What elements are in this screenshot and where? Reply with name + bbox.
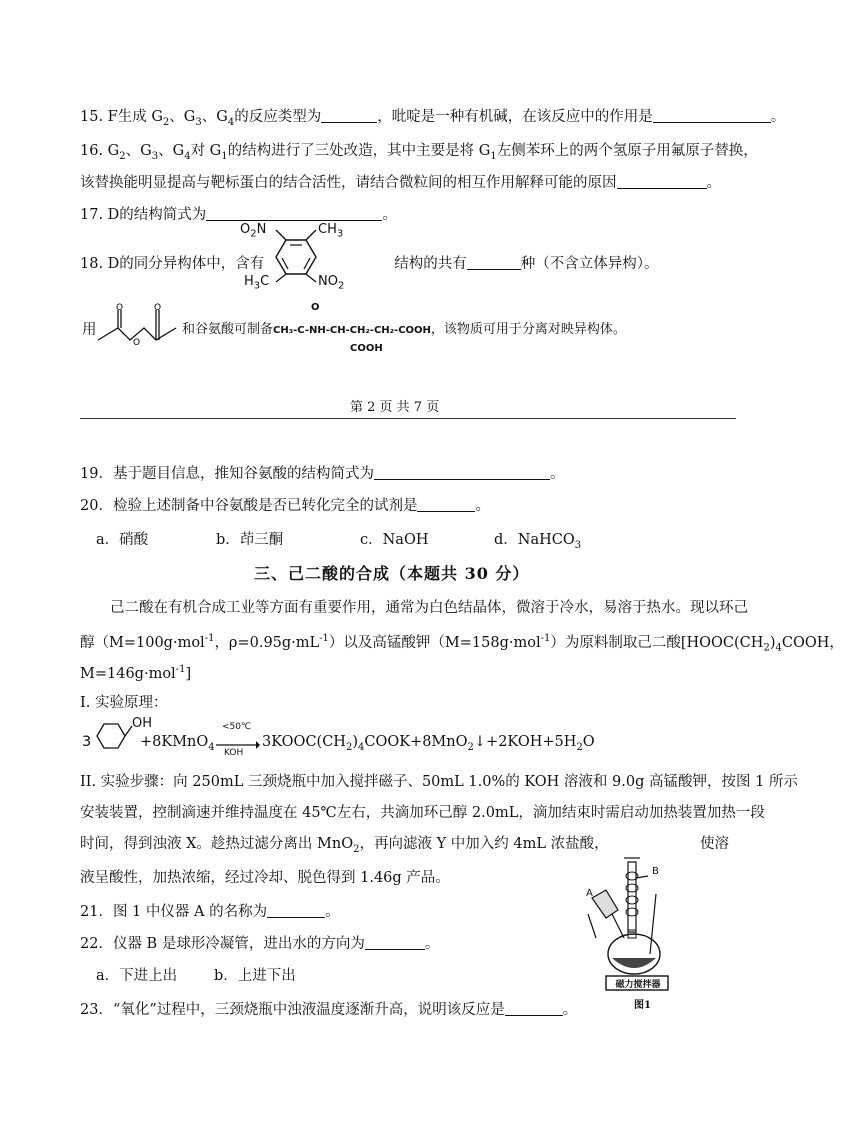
- acetic-anhydride-structure: [96, 302, 180, 346]
- principle-label: I. 实验原理：: [80, 695, 168, 711]
- label-a: A: [586, 888, 593, 899]
- anhydride-icon: [96, 302, 180, 346]
- procedure-line-4: 液呈酸性，加热浓缩，经过冷却、脱色得到 1.46g 产品。: [80, 870, 450, 886]
- svg-text:O: O: [133, 338, 141, 348]
- reaction-equation: 3 OH +8KMnO$_4$ <50℃ KOH $3KOOC(CH_2)_4COOK+8MnO_2↓+2KOH+5H_2O$: [82, 716, 595, 758]
- stirrer-label: 磁力搅拌器: [615, 980, 661, 990]
- option-d[interactable]: d．NaHCO$_3$: [494, 532, 582, 551]
- answer-blank[interactable]: [417, 497, 475, 512]
- page-number: 第 2 页 共 7 页: [350, 400, 440, 415]
- question-22: 22．仪器 B 是球形冷凝管，进出水的方向为 。: [80, 936, 440, 952]
- question-22-options: [96, 966, 296, 986]
- answer-blank[interactable]: [267, 903, 325, 918]
- prep-o-label: O: [311, 302, 320, 313]
- label-b: B: [652, 866, 659, 877]
- answer-blank[interactable]: [617, 174, 707, 189]
- option-a[interactable]: a．硝酸: [96, 532, 149, 548]
- answer-blank[interactable]: [467, 255, 521, 270]
- procedure-line-1: II. 实验步骤：向 250mL 三颈烧瓶中加入搅拌磁子、50mL 1.0%的 KOH 溶液和 9.0g 高锰酸钾，按图 1 所示: [80, 774, 798, 790]
- question-19: 19．基于题目信息，推知谷氨酸的结构简式为 。: [80, 466, 565, 482]
- option-a[interactable]: a．下进上出: [96, 968, 178, 984]
- answer-blank[interactable]: [374, 465, 550, 480]
- figure-1-apparatus: [584, 854, 694, 1020]
- procedure-line-2: 安装装置，控制滴速并维持温度在 45℃左右，共滴加环己醇 2.0mL，滴加结束时需启动加热装置加热一段: [80, 805, 765, 821]
- page-divider: [80, 418, 736, 419]
- section-title: 三、己二酸的合成（本题共 30 分）: [254, 564, 530, 583]
- question-16-line-2: 该替换能明显提高与靶标蛋白的结合活性，请结合微粒间的相互作用解释可能的原因 。: [80, 175, 721, 191]
- answer-blank[interactable]: [653, 108, 771, 123]
- dinitro-dimethyl-benzene-structure: $O_2N$ $CH_3$ $H_3C$ $NO_2$: [226, 228, 376, 288]
- answer-blank[interactable]: [206, 206, 382, 221]
- question-23: 23．“氧化”过程中，三颈烧瓶中浊液温度逐渐升高，说明该反应是 。: [80, 1002, 578, 1018]
- svg-text:O: O: [116, 303, 124, 313]
- question-17: 17. D的结构简式为 。: [80, 207, 397, 223]
- intro-line-1: 己二酸在有机合成工业等方面有重要作用，通常为白色结晶体，微溶于冷水，易溶于热水。现以环己: [110, 600, 748, 616]
- question-21: 21．图 1 中仪器 A 的名称为 。: [80, 904, 340, 920]
- question-20: 20．检验上述制备中谷氨酸是否已转化完全的试剂是 。: [80, 498, 490, 514]
- prep-description: 和谷氨酸可制备CH₃-C-NH-CH-CH₂-CH₂-COOH，该物质可用于分离对映异构体。: [182, 322, 626, 337]
- figure-caption: 图1: [634, 1000, 651, 1011]
- prep-cooh: COOH: [350, 343, 383, 354]
- answer-blank[interactable]: [365, 935, 425, 950]
- option-b[interactable]: b．茚三酮: [216, 532, 284, 548]
- intro-line-2: 醇（M=100g·mol$^{-1}$，$\rho=0.95g\cdot mL^{-1}$）以及高锰酸钾（M=158g·mol$^{-1}$）为原料制取己二酸[$HOOC(CH_2)_4COOH$，: [80, 633, 844, 654]
- option-b[interactable]: b．上进下出: [214, 968, 296, 984]
- answer-blank[interactable]: [505, 1001, 563, 1016]
- question-18: 18. D的同分异构体中，含有 结构的共有 种（不含立体异构）。: [80, 256, 659, 272]
- question-15: 15. F生成 $G_2$、$G_3$、$G_4$的反应类型为 ，吡啶是一种有机碱，在该反应中的作用是 。: [80, 109, 786, 128]
- answer-blank[interactable]: [321, 108, 377, 123]
- option-c[interactable]: c．NaOH: [360, 532, 429, 548]
- procedure-line-3: 时间，得到浊液 X。趁热过滤分离出 MnO$_2$，再向滤液 Y 中加入约 4mL 浓盐酸，: [80, 836, 609, 855]
- intro-line-3: M=146g·mol$^{-1}$]: [80, 664, 192, 682]
- svg-text:O: O: [154, 303, 162, 313]
- prep-yong: 用: [82, 322, 97, 338]
- question-16-line-1: 16. $G_2$、$G_3$、$G_4$对 $G_1$的结构进行了三处改造，其中主要是将 $G_1$左侧苯环上的两个氢原子用氟原子替换，: [80, 143, 758, 162]
- procedure-line-3-end: 使溶: [700, 836, 729, 852]
- question-20-options: [96, 530, 581, 556]
